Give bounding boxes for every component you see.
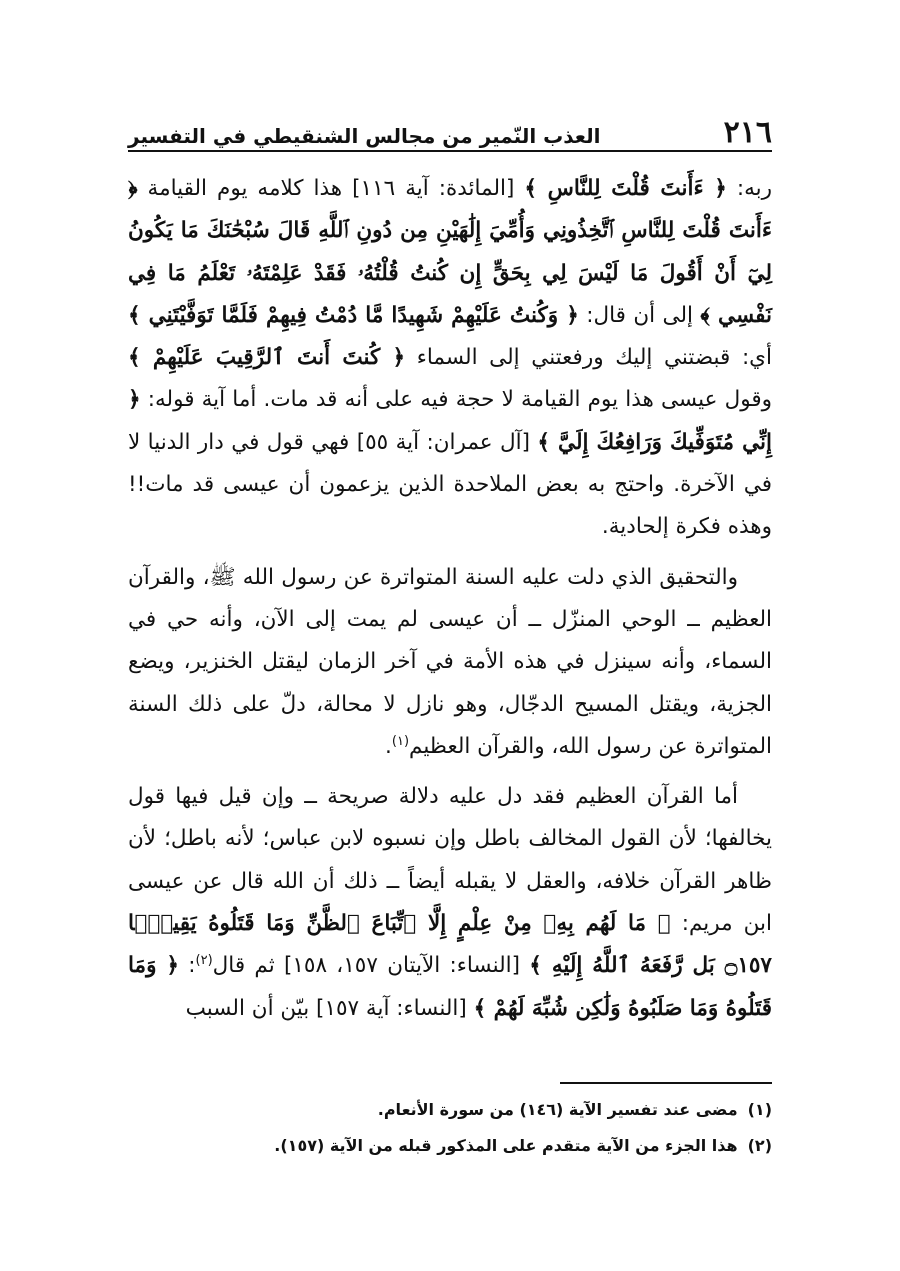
- text-run: [النساء: آية ١٥٧] بيّن أن السبب: [185, 995, 474, 1021]
- paragraph: [128, 557, 772, 768]
- paragraph: [128, 168, 772, 549]
- footnote: [128, 1092, 772, 1128]
- text-run: :: [178, 953, 196, 979]
- footnote-number: (١): [747, 1100, 772, 1119]
- quran-verse: ﴿ مَا لَهُم بِهِۦ مِنْ عِلْمٍ إِلَّا ٱتِّبَاعَ ٱلظَّنِّ وَمَا قَتَلُوهُ يَقِينًۢا ۝١٥٧ بَل رَّفَعَهُ ٱللَّهُ إِلَيْهِ ﴾: [128, 911, 772, 979]
- quran-verse: ﴿ وَكُنتُ عَلَيْهِمْ شَهِيدًا مَّا دُمْتُ فِيهِمْ فَلَمَّا تَوَفَّيْتَنِي ﴾: [128, 302, 579, 328]
- header-rule: [128, 150, 772, 152]
- text-run: وقول عيسى هذا يوم القيامة لا حجة فيه على أنه قد مات. أما آية قوله:: [140, 387, 772, 413]
- footnote: [128, 1128, 772, 1164]
- footnotes: [128, 1092, 772, 1164]
- footnote-text: هذا الجزء من الآية متقدم على المذكور قبله من الآية (١٥٧).: [274, 1136, 738, 1155]
- text-run: [النساء: الآيتان ١٥٧، ١٥٨] ثم قال: [212, 953, 530, 979]
- footnote-ref: (٢): [195, 953, 213, 969]
- footnote-text: مضى عند تفسير الآية (١٤٦) من سورة الأنعام.: [377, 1100, 738, 1119]
- main-text: [128, 168, 772, 1030]
- quran-verse: ﴿ إِنِّي مُتَوَفِّيكَ وَرَافِعُكَ إِلَيَّ ﴾: [128, 387, 772, 455]
- footnote-rule: [560, 1082, 772, 1084]
- footnote-ref: (١): [391, 733, 410, 749]
- quran-verse: ﴿ ءَأَنتَ قُلْتَ لِلنَّاسِ ﴾: [524, 176, 727, 201]
- text-run: ربه:: [726, 176, 772, 201]
- quran-verse: ﴿ وَمَا قَتَلُوهُ وَمَا صَلَبُوهُ وَلَٰكِن شُبِّهَ لَهُمْ ﴾: [128, 953, 772, 1021]
- footnote-number: (٢): [747, 1136, 772, 1155]
- text-run: أما القرآن العظيم فقد دل عليه دلالة صريحة ــ وإن قيل فيها قول يخالفها؛ لأن القول المخالف باطل وإن نسبوه لابن عباس؛ لأنه باطل؛ لأن ظاهر القرآن خلافه، والعقل لا يقبله أيضاً ــ ذلك أن الله قال عن عيسى ابن مريم:: [128, 784, 772, 937]
- text-run: إلى أن قال:: [578, 302, 701, 328]
- quran-verse: ﴿ ءَأَنتَ قُلْتَ لِلنَّاسِ ٱتَّخِذُونِي وَأُمِّيَ إِلَٰهَيْنِ مِن دُونِ ٱللَّهِ قَالَ سُبْحَٰنَكَ مَا يَكُونُ لِيٓ أَنْ أَقُولَ مَا لَيْسَ لِي بِحَقٍّ إِن كُنتُ قُلْتُهُۥ فَقَدْ عَلِمْتَهُۥ تَعْلَمُ مَا فِي نَفْسِي ﴾: [128, 176, 772, 328]
- text-run: [آل عمران: آية ٥٥] فهي قول في دار الدنيا لا في الآخرة. واحتج به بعض الملاحدة الذين يزعمون أن عيسى قد مات!! وهذه فكرة إلحادية.: [128, 429, 772, 540]
- quran-verse: ﴿ كُنتَ أَنتَ ٱلرَّقِيبَ عَلَيْهِمْ ﴾: [128, 345, 406, 371]
- page-header: [128, 100, 772, 148]
- paragraph: [128, 776, 772, 1030]
- text-run: أي: قبضتني إليك ورفعتني إلى السماء: [405, 345, 772, 371]
- running-title: العذب النّمير من مجالس الشنقيطي في التفسير: [128, 124, 601, 148]
- page-number: ٢١٦: [723, 115, 772, 150]
- text-run: والتحقيق الذي دلت عليه السنة المتواترة عن رسول الله ﷺ، والقرآن العظيم ــ الوحي المنزّل ــ أن عيسى لم يمت إلى الآن، وأنه حي في السماء، وأنه سينزل في هذه الأمة في آخر الزمان ليقتل الخنزير، ويضع الجزية، ويقتل المسيح الدجّال، وهو نازل لا محالة، دلّ على ذلك السنة المتواترة عن رسول الله، والقرآن العظيم: [128, 564, 772, 759]
- text-run: [المائدة: آية ١١٦] هذا كلامه يوم القيامة: [137, 176, 525, 201]
- text-run: .: [385, 733, 392, 759]
